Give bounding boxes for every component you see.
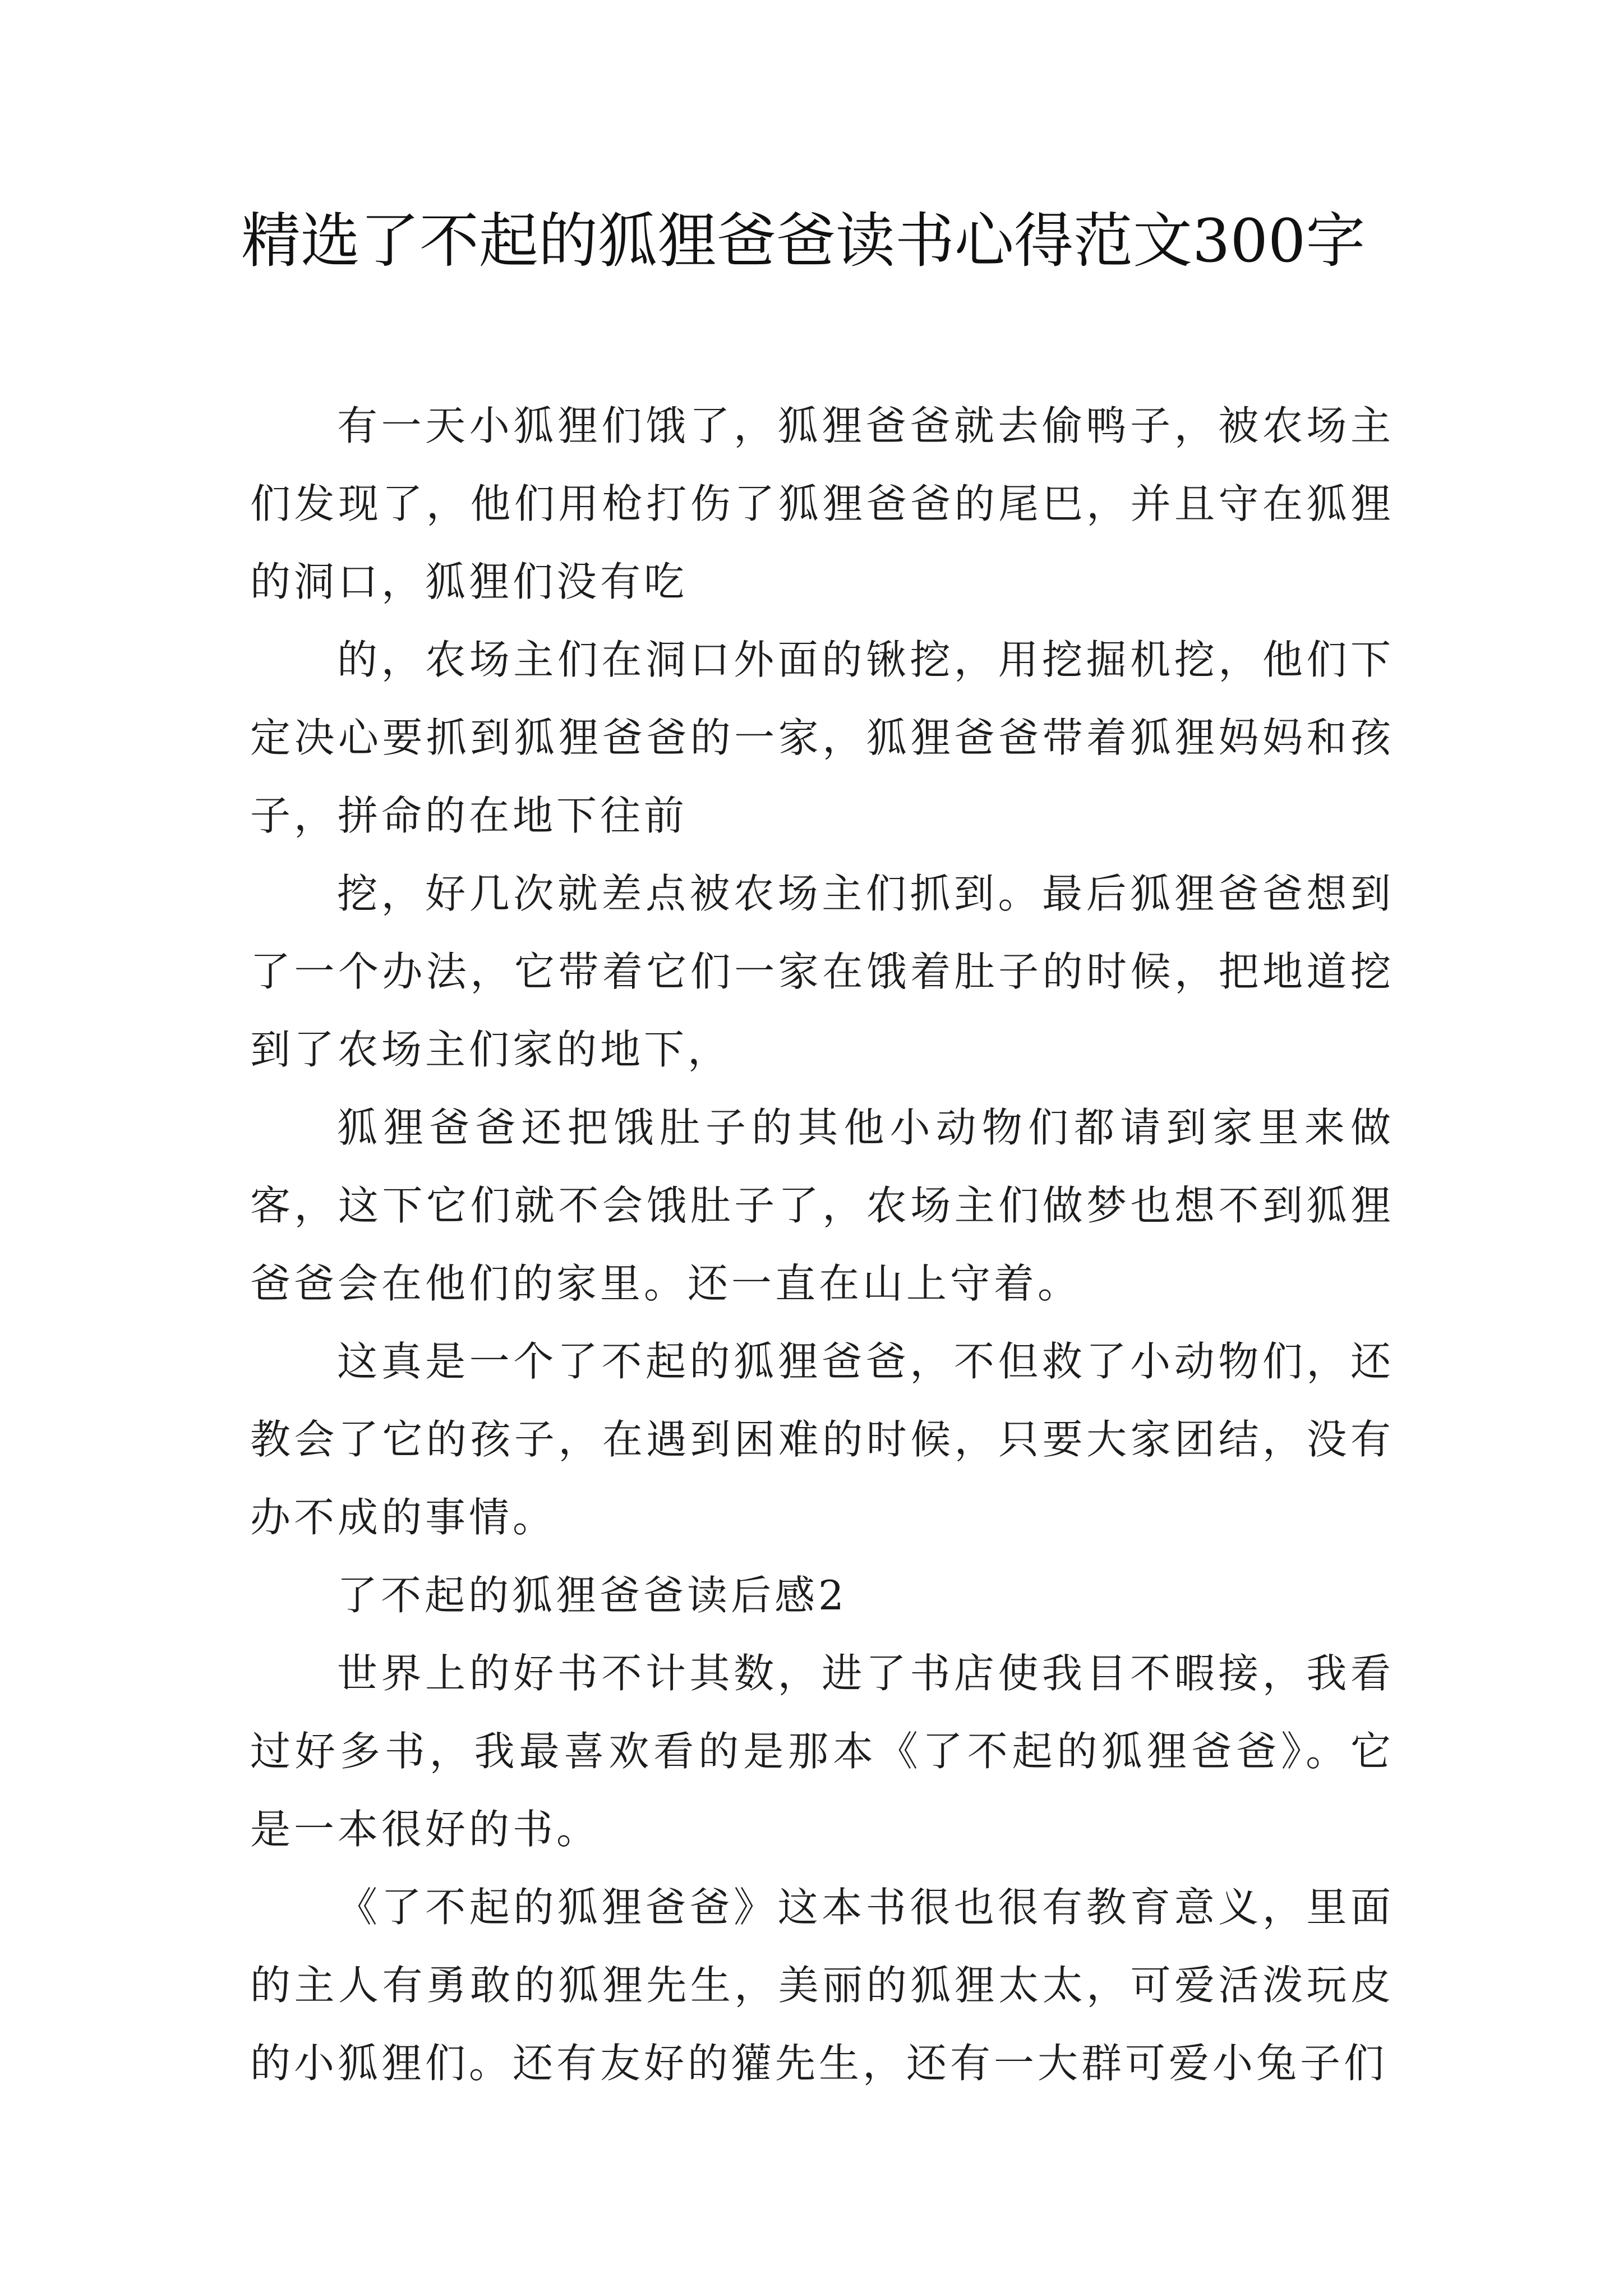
document-body	[250, 387, 1394, 2102]
paragraph: 这真是一个了不起的狐狸爸爸，不但救了小动物们，还教会了它的孩子，在遇到困难的时候，只要大家团结，没有办不成的事情。	[250, 1338, 1394, 1541]
paragraph: 的，农场主们在洞口外面的锹挖，用挖掘机挖，他们下定决心要抓到狐狸爸爸的一家，狐狸爸爸带着狐狸妈妈和孩子，拼命的在地下往前	[250, 636, 1394, 839]
paragraph: 《了不起的狐狸爸爸》这本书很也很有教育意义，里面的主人有勇敢的狐狸先生，美丽的狐狸太太，可爱活泼玩皮的小狐狸们。还有友好的獾先生，还有一大群可爱小兔子们	[250, 1884, 1394, 2087]
section-heading: 了不起的狐狸爸爸读后感2	[337, 1572, 847, 1619]
paragraph: 世界上的好书不计其数，进了书店使我目不暇接，我看过好多书，我最喜欢看的是那本《了不起的狐狸爸爸》。它是一本很好的书。	[250, 1650, 1394, 1853]
paragraph: 有一天小狐狸们饿了，狐狸爸爸就去偷鸭子，被农场主们发现了，他们用枪打伤了狐狸爸爸的尾巴，并且守在狐狸的洞口，狐狸们没有吃	[250, 402, 1394, 605]
paragraph: 狐狸爸爸还把饿肚子的其他小动物们都请到家里来做客，这下它们就不会饿肚子了，农场主们做梦也想不到狐狸爸爸会在他们的家里。还一直在山上守着。	[250, 1104, 1394, 1307]
paragraph: 挖，好几次就差点被农场主们抓到。最后狐狸爸爸想到了一个办法，它带着它们一家在饿着肚子的时候，把地道挖到了农场主们家的地下，	[250, 870, 1394, 1073]
document-title: 精选了不起的狐狸爸爸读书心得范文300字	[241, 206, 1366, 275]
